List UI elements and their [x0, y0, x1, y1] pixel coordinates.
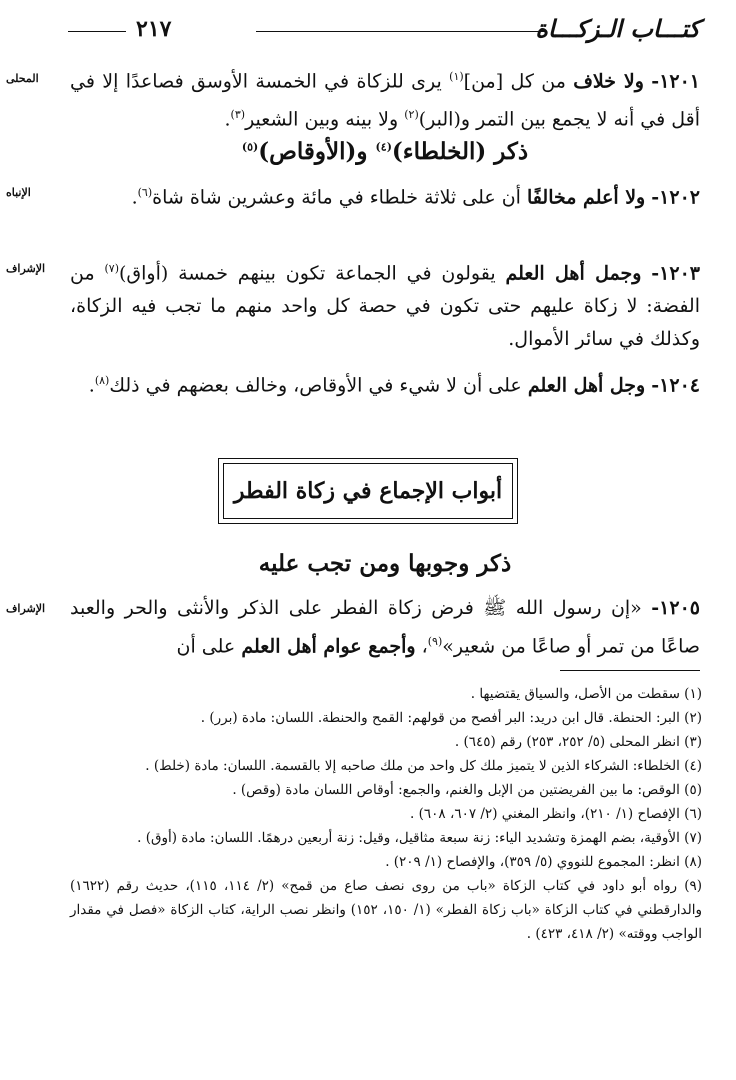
running-title: كتـــاب الـزكـــاة: [535, 14, 700, 43]
text: .: [88, 374, 95, 397]
footnote-ref-9: (٩): [427, 635, 443, 648]
paragraph-1203: [70, 252, 700, 356]
footnote-6: (٦) الإفصاح (١/ ٢١٠)، وانظر المغني (٢/ ٦٠٧، ٦٠٨) .: [410, 806, 702, 822]
heading-text: و(الأوقاص): [258, 138, 368, 165]
paragraph-1205: [70, 592, 700, 663]
footnote-ref-6: (٦): [137, 186, 153, 199]
source-label-1202: الإنباه: [6, 186, 31, 199]
source-label-1201: المحلى: [6, 72, 39, 85]
header-rule-middle: [256, 31, 546, 32]
text: يرى للزكاة في الخمسة الأوسق فصاعدًا إلا في أقل في أنه لا يجمع بين التمر و(البر): [70, 70, 700, 131]
chapter-title-box: [218, 458, 518, 524]
footnote-7: (٧) الأوقية، بضم الهمزة وتشديد الياء: زنة سبعة مثاقيل، وقيل: زنة أربعين درهمًا. اللسان: مادة (أوق) .: [137, 830, 702, 846]
footnote-5: (٥) الوقص: ما بين الفريضتين من الإبل والغنم، والجمع: أوقاص اللسان مادة (وقص) .: [232, 782, 702, 798]
header-rule-left: [68, 31, 126, 32]
bold-phrase: ولا خلاف: [573, 70, 644, 93]
hadith-text: «إن رسول الله ﷺ فرض زكاة الفطر على الذكر والأنثى والحر والعبد صاعًا من تمر أو صاعًا من شعير»: [70, 597, 700, 658]
footnote-2: (٢) البر: الحنطة. قال ابن دريد: البر أفصح من قولهم: القمح والحنطة. اللسان: مادة (برر) .: [200, 710, 702, 726]
text: من الفضة: لا زكاة عليهم حتى تكون في حصة كل واحد منهم ما تجب فيه الزكاة، وكذلك في سائر الأموال.: [70, 262, 700, 351]
paragraph-number: ١٢٠٢-: [651, 186, 700, 209]
footnote-1: (١) سقطت من الأصل، والسياق يقتضيها .: [470, 686, 702, 702]
paragraph-1202: [70, 176, 700, 214]
paragraph-1201: [70, 60, 700, 137]
footnote-4: (٤) الخلطاء: الشركاء الذين لا يتميز ملك كل واحد من ملك صاحبه إلا بالقسمة. اللسان: مادة (خلط) .: [145, 758, 702, 774]
text: على أن: [176, 635, 236, 658]
footnote-ref-8: (٨): [94, 374, 110, 387]
heading-text: ذكر (الخلطاء): [391, 138, 529, 165]
footnote-ref-5: (٥): [241, 140, 259, 154]
paragraph-number: ١٢٠٤-: [651, 374, 700, 397]
bold-phrase: وجمل أهل العلم: [505, 262, 642, 285]
source-label-1203: الإشراف: [6, 262, 46, 275]
footnote-ref-1: (١): [449, 70, 464, 83]
page-number: ٢١٧: [136, 16, 172, 42]
source-label-1205: الإشراف: [6, 602, 46, 615]
section-heading-wujub: ذكر وجوبها ومن تجب عليه: [258, 550, 512, 577]
footnote-9: (٩) رواه أبو داود في كتاب الزكاة «باب من روى نصف صاع من قمح» (٢/ ١١٤، ١١٥)، حديث رقم (١٦٢٢) والدارقطني في كتاب الزكاة «باب زكاة الفطر» (١/ ١٥٠، ١٥٢) وانظر نصب الراية، كتاب الزكاة «فصل في مقدار الواجب ووقته» (٢/ ٤١٨، ٤٢٣) .: [70, 878, 703, 942]
text: .: [224, 108, 231, 131]
paragraph-number: ١٢٠٥-: [651, 597, 700, 619]
text: ،: [421, 635, 428, 658]
footnote-ref-7: (٧): [104, 262, 119, 275]
bold-phrase: وجل أهل العلم: [527, 374, 646, 397]
footnote-ref-4: (٤): [375, 140, 392, 154]
footnotes: [70, 682, 702, 946]
footnote-ref-2: (٢): [404, 108, 419, 122]
section-heading-khulata: [70, 138, 700, 165]
text: أن على ثلاثة خلطاء في مائة وعشرين شاة شاة: [152, 186, 521, 209]
text: من كل [من]: [463, 70, 566, 93]
footnote-ref-3: (٣): [230, 108, 246, 122]
page-header: [60, 14, 700, 46]
bold-phrase: وأجمع عوام أهل العلم: [241, 635, 416, 658]
footnote-separator: [560, 670, 700, 671]
paragraph-1204: [70, 364, 700, 402]
chapter-title: أبواب الإجماع في زكاة الفطر: [223, 463, 513, 519]
footnote-8: (٨) انظر: المجموع للنووي (٥/ ٣٥٩)، والإفصاح (١/ ٢٠٩) .: [385, 854, 702, 870]
text: .: [131, 186, 138, 209]
paragraph-number: ١٢٠١-: [651, 70, 701, 93]
text: ولا بينه وبين الشعير: [245, 108, 399, 131]
paragraph-number: ١٢٠٣-: [651, 262, 700, 285]
bold-phrase: ولا أعلم مخالفًا: [527, 186, 646, 209]
footnote-3: (٣) انظر المحلى (٥/ ٢٥٢، ٢٥٣) رقم (٦٤٥) .: [454, 734, 702, 750]
text: على أن لا شيء في الأوقاص، وخالف بعضهم في ذلك: [109, 374, 522, 397]
text: يقولون في الجماعة تكون بينهم خمسة (أواق): [118, 262, 496, 285]
